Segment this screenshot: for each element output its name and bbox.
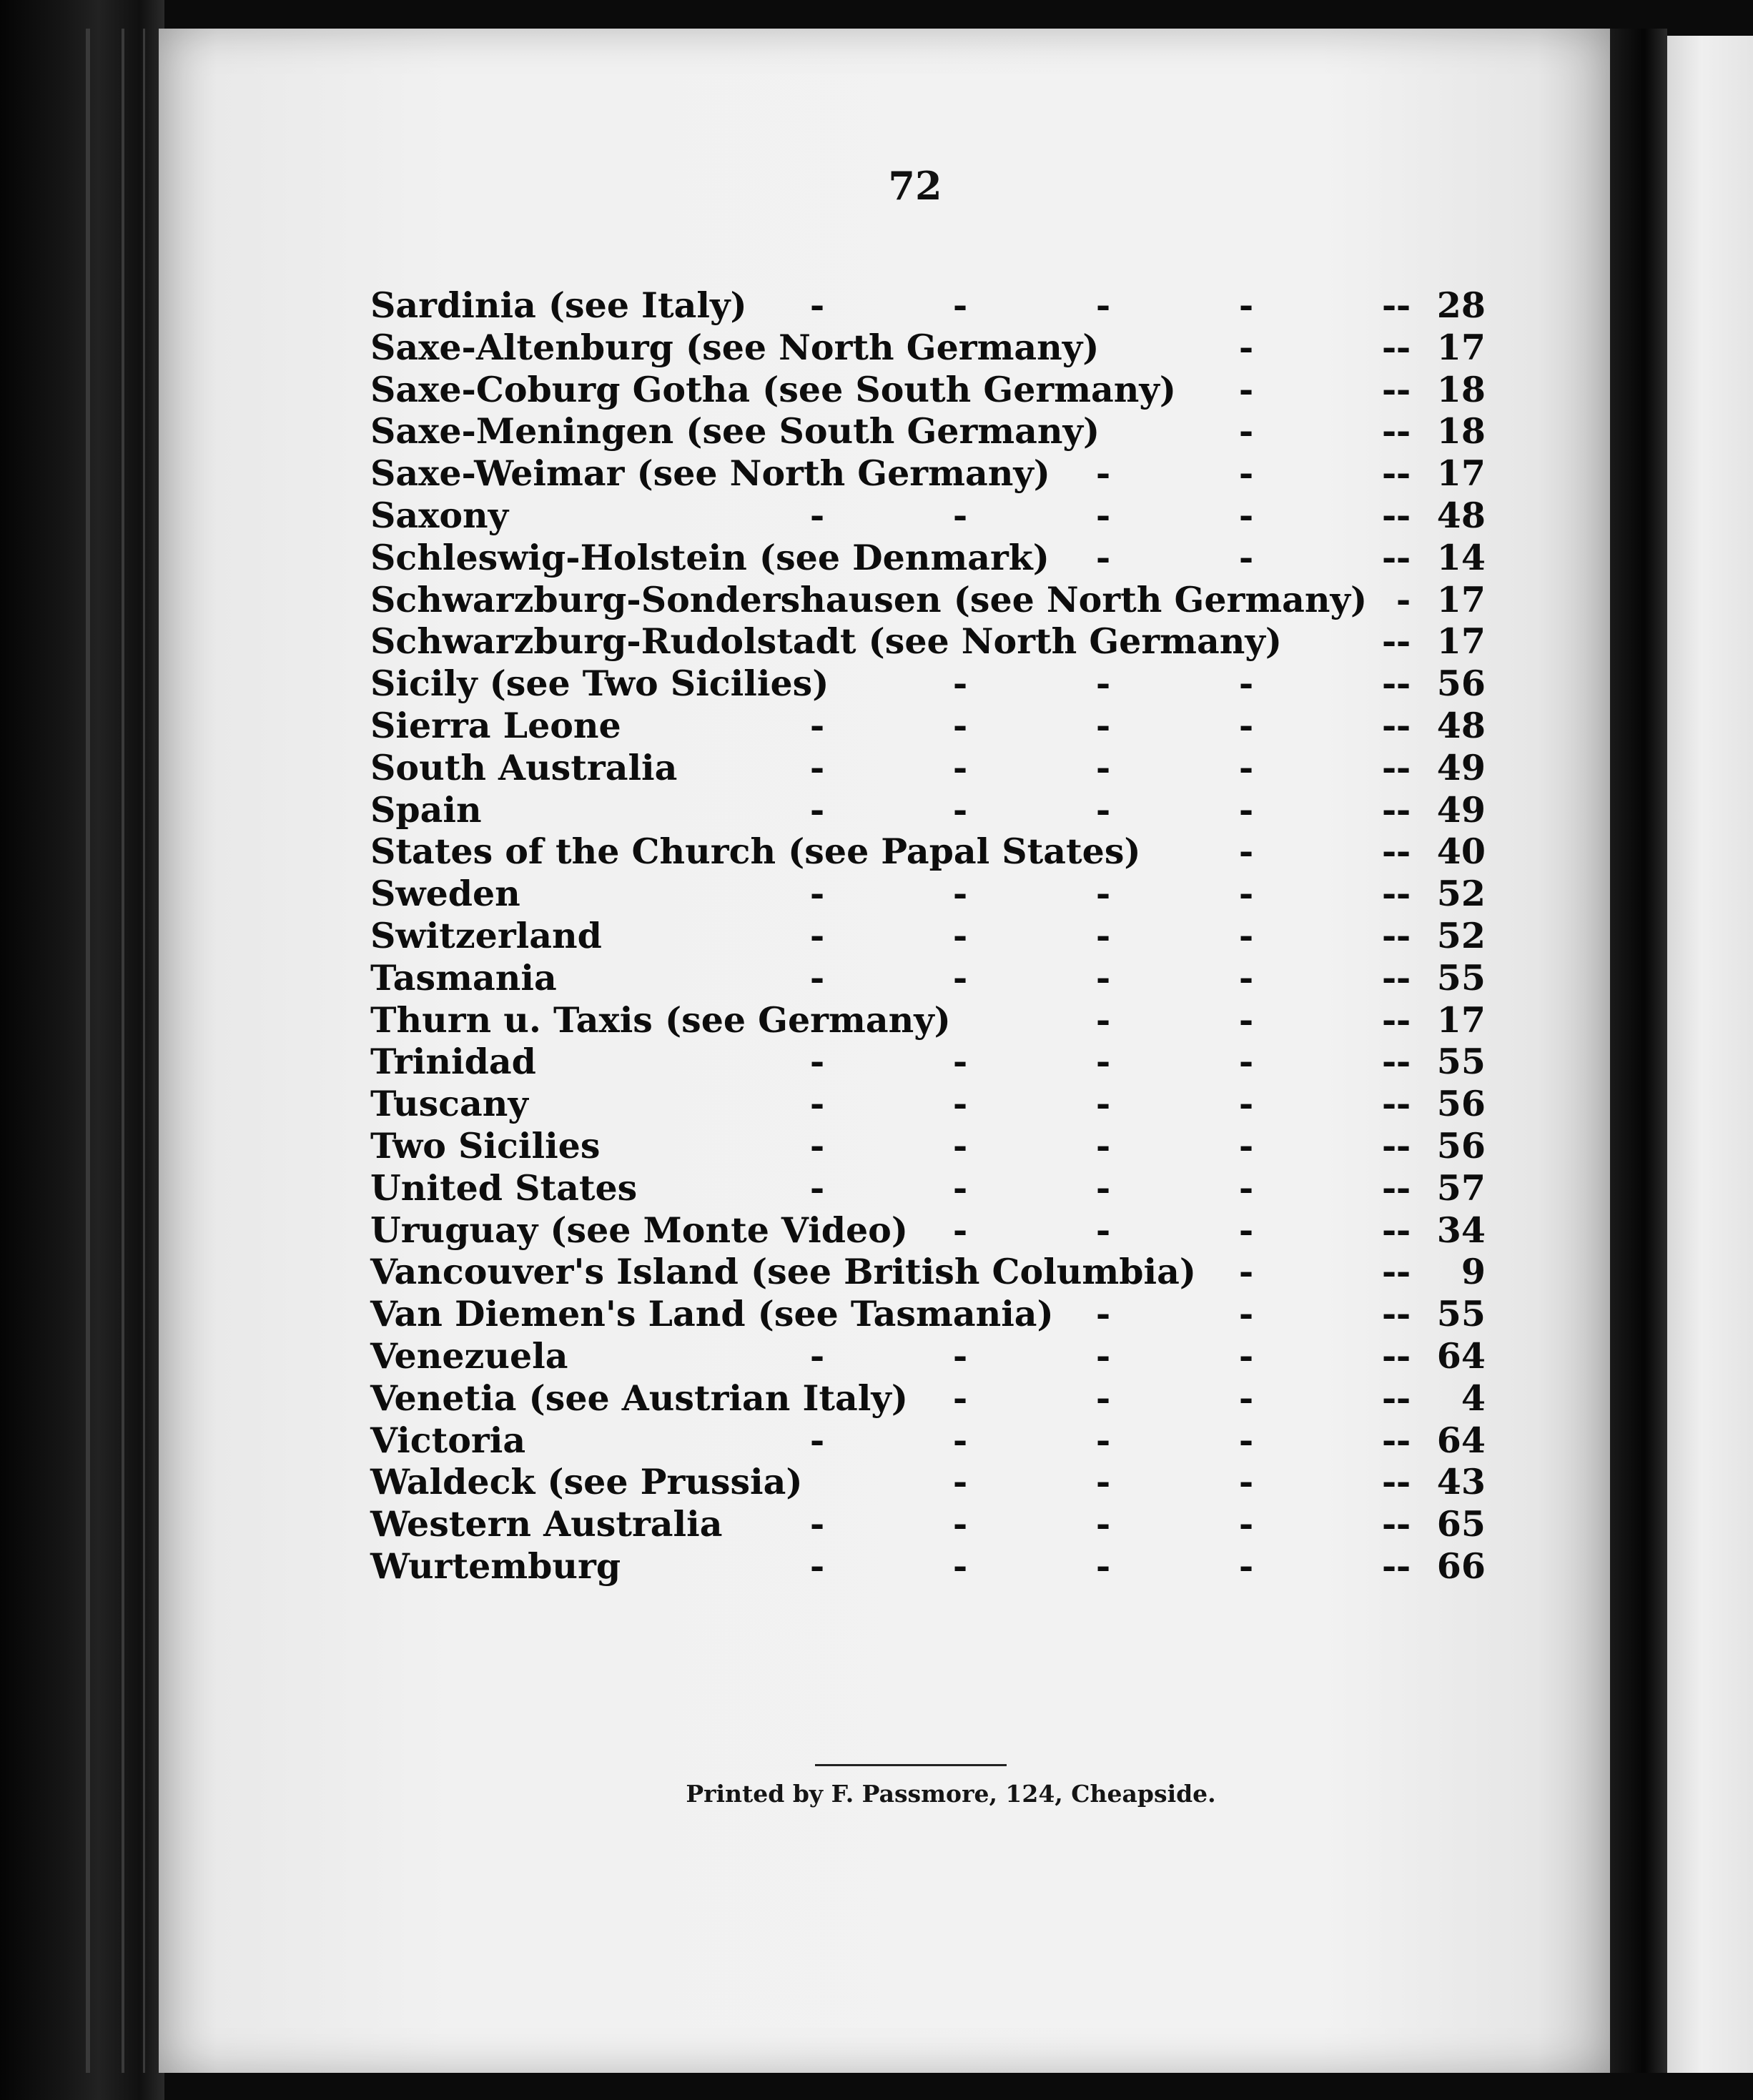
index-entry <box>370 747 1486 789</box>
leader-dash: - <box>1095 1124 1111 1167</box>
entry-name: Saxe-Weimar (see North Germany) <box>370 452 1050 495</box>
leader-dash: - <box>1095 1083 1111 1125</box>
leader-dash: - <box>1238 494 1254 536</box>
leader-dash: - <box>809 1041 825 1083</box>
entry-name: Sicily (see Two Sicilies) <box>370 663 829 705</box>
leader-dash: - <box>1095 956 1111 999</box>
leader-dash: - <box>1381 831 1397 873</box>
page-gutter-shadow <box>1610 29 1667 2073</box>
leader-dash: - <box>1095 1503 1111 1545</box>
leader-dash: - <box>1396 999 1411 1041</box>
index-entry <box>370 957 1486 999</box>
leader-dash: - <box>1381 1251 1397 1293</box>
leader-dash: - <box>1095 1041 1111 1083</box>
entry-page-number: 55 <box>1436 1293 1486 1335</box>
entry-page-number: 56 <box>1436 663 1486 705</box>
leader-dash: - <box>1396 1209 1411 1251</box>
leader-dash: - <box>1396 326 1411 368</box>
leader-dash: - <box>952 788 968 831</box>
leader-dash: - <box>1238 410 1254 452</box>
index-entry <box>370 1167 1486 1209</box>
leader-dash: - <box>1238 914 1254 956</box>
entry-name: Two Sicilies <box>370 1124 601 1167</box>
leader-dash: - <box>1396 1377 1411 1419</box>
leader-dash: - <box>1095 999 1111 1041</box>
leader-dash: - <box>1095 494 1111 536</box>
leader-dash: - <box>952 284 968 326</box>
page-number: 72 <box>888 163 942 209</box>
leader-dash: - <box>952 1334 968 1377</box>
entry-name: Sardinia (see Italy) <box>370 284 747 326</box>
leader-dash: - <box>1396 746 1411 788</box>
leader-dash: - <box>1238 1461 1254 1503</box>
entry-name: Sierra Leone <box>370 704 621 746</box>
entry-page-number: 17 <box>1436 452 1486 495</box>
printer-imprint: Printed by F. Passmore, 124, Cheapside. <box>686 1780 1216 1808</box>
entry-name: Saxe-Coburg Gotha (see South Germany) <box>370 368 1177 410</box>
leader-dash: - <box>1095 1377 1111 1419</box>
entry-name: Sweden <box>370 873 520 915</box>
entry-page-number: 48 <box>1436 704 1486 746</box>
leader-dash: - <box>952 494 968 536</box>
leader-dash: - <box>1095 452 1111 495</box>
leader-dash: - <box>1238 452 1254 495</box>
leader-dash: - <box>1381 1545 1397 1587</box>
leader-dash: - <box>1396 914 1411 956</box>
entry-name: Wurtemburg <box>370 1545 621 1587</box>
leader-dash: - <box>1381 620 1397 663</box>
leader-dash: - <box>1238 1167 1254 1209</box>
leader-dash: - <box>952 1209 968 1251</box>
leader-dash: - <box>1095 914 1111 956</box>
leader-dash: - <box>1238 788 1254 831</box>
leader-dash: - <box>1238 1041 1254 1083</box>
leader-dash: - <box>1238 704 1254 746</box>
leader-dash: - <box>1381 663 1397 705</box>
entry-page-number: 55 <box>1436 956 1486 999</box>
leader-dash: - <box>1095 873 1111 915</box>
leader-dash: - <box>1238 873 1254 915</box>
leader-dash: - <box>1396 368 1411 410</box>
entry-page-number: 18 <box>1436 410 1486 452</box>
index-entry <box>370 999 1486 1041</box>
entry-page-number: 64 <box>1436 1334 1486 1377</box>
leader-dash: - <box>809 1083 825 1125</box>
leader-dash: - <box>952 1419 968 1461</box>
entry-page-number: 17 <box>1436 999 1486 1041</box>
index-entry <box>370 705 1486 747</box>
entry-page-number: 4 <box>1461 1377 1486 1419</box>
leader-dash: - <box>952 956 968 999</box>
leader-dash: - <box>1396 452 1411 495</box>
leader-dash: - <box>1381 1083 1397 1125</box>
leader-dash: - <box>1238 536 1254 578</box>
leader-dash: - <box>952 704 968 746</box>
entry-page-number: 28 <box>1436 284 1486 326</box>
leader-dash: - <box>1381 1293 1397 1335</box>
entry-name: Vancouver's Island (see British Columbia) <box>370 1251 1197 1293</box>
leader-dash: - <box>952 1083 968 1125</box>
entry-name: Uruguay (see Monte Video) <box>370 1209 909 1251</box>
leader-dash: - <box>952 914 968 956</box>
leader-dash: - <box>809 956 825 999</box>
leader-dash: - <box>1095 663 1111 705</box>
leader-dash: - <box>1396 536 1411 578</box>
leader-dash: - <box>1396 410 1411 452</box>
index-entry <box>370 1335 1486 1377</box>
leader-dash: - <box>1095 788 1111 831</box>
leader-dash: - <box>1381 746 1397 788</box>
index-entry <box>370 1503 1486 1545</box>
leader-dash: - <box>952 1041 968 1083</box>
leader-dash: - <box>1396 956 1411 999</box>
leader-dash: - <box>1381 1503 1397 1545</box>
leader-dash: - <box>1238 1083 1254 1125</box>
entry-name: Schwarzburg-Sondershausen (see North Germany) <box>370 578 1368 620</box>
facing-page-edge <box>1667 36 1753 2073</box>
leader-dash: - <box>1381 999 1397 1041</box>
leader-dash: - <box>1396 1251 1411 1293</box>
index-entry <box>370 620 1486 663</box>
entry-name: Tuscany <box>370 1083 528 1125</box>
index-entry <box>370 369 1486 411</box>
entry-page-number: 17 <box>1436 620 1486 663</box>
leader-dash: - <box>952 746 968 788</box>
leader-dash: - <box>952 1461 968 1503</box>
entry-name: Switzerland <box>370 914 602 956</box>
leader-dash: - <box>809 788 825 831</box>
entry-name: States of the Church (see Papal States) <box>370 831 1141 873</box>
index-entry <box>370 1545 1486 1588</box>
leader-dash: - <box>1381 326 1397 368</box>
leader-dash: - <box>1396 1503 1411 1545</box>
index-entry <box>370 452 1486 495</box>
leader-dash: - <box>1396 1419 1411 1461</box>
entry-name: Tasmania <box>370 956 557 999</box>
entry-page-number: 64 <box>1436 1419 1486 1461</box>
index-entry <box>370 915 1486 957</box>
book-binding <box>0 0 164 2100</box>
index-entry <box>370 1209 1486 1252</box>
leader-dash: - <box>1238 746 1254 788</box>
leader-dash: - <box>1238 1251 1254 1293</box>
leader-dash: - <box>1396 1334 1411 1377</box>
leader-dash: - <box>1396 788 1411 831</box>
entry-name: South Australia <box>370 746 678 788</box>
leader-dash: - <box>1095 1461 1111 1503</box>
leader-dash: - <box>1381 704 1397 746</box>
leader-dash: - <box>1396 704 1411 746</box>
leader-dash: - <box>1095 284 1111 326</box>
leader-dash: - <box>1396 1545 1411 1587</box>
leader-dash: - <box>1238 1124 1254 1167</box>
entry-page-number: 18 <box>1436 368 1486 410</box>
leader-dash: - <box>1396 1461 1411 1503</box>
leader-dash: - <box>1095 1209 1111 1251</box>
leader-dash: - <box>1381 1041 1397 1083</box>
leader-dash: - <box>1381 1209 1397 1251</box>
entry-page-number: 17 <box>1436 326 1486 368</box>
entry-page-number: 34 <box>1436 1209 1486 1251</box>
leader-dash: - <box>1381 410 1397 452</box>
index-entry <box>370 1083 1486 1125</box>
entry-name: Venezuela <box>370 1334 568 1377</box>
entry-name: Venetia (see Austrian Italy) <box>370 1377 909 1419</box>
leader-dash: - <box>1238 663 1254 705</box>
leader-dash: - <box>1381 873 1397 915</box>
leader-dash: - <box>809 284 825 326</box>
leader-dash: - <box>1238 1545 1254 1587</box>
leader-dash: - <box>1381 284 1397 326</box>
leader-dash: - <box>1238 1293 1254 1335</box>
entry-name: Trinidad <box>370 1041 536 1083</box>
footer-rule <box>815 1764 1007 1766</box>
entry-name: Saxe-Altenburg (see North Germany) <box>370 326 1100 368</box>
entry-page-number: 56 <box>1436 1083 1486 1125</box>
index-entry <box>370 537 1486 579</box>
entry-page-number: 17 <box>1436 578 1486 620</box>
leader-dash: - <box>1381 368 1397 410</box>
entry-page-number: 49 <box>1436 788 1486 831</box>
leader-dash: - <box>1396 831 1411 873</box>
leader-dash: - <box>809 1503 825 1545</box>
entry-name: Van Diemen's Land (see Tasmania) <box>370 1293 1054 1335</box>
leader-dash: - <box>1238 1419 1254 1461</box>
index-entry <box>370 410 1486 452</box>
index-entry <box>370 1125 1486 1167</box>
leader-dash: - <box>1381 1461 1397 1503</box>
leader-dash: - <box>952 1167 968 1209</box>
leader-dash: - <box>1381 452 1397 495</box>
leader-dash: - <box>1396 578 1411 620</box>
index-entry <box>370 327 1486 369</box>
entry-name: Thurn u. Taxis (see Germany) <box>370 999 951 1041</box>
leader-dash: - <box>1095 1293 1111 1335</box>
leader-dash: - <box>1396 1293 1411 1335</box>
leader-dash: - <box>1381 1377 1397 1419</box>
leader-dash: - <box>1381 494 1397 536</box>
leader-dash: - <box>809 494 825 536</box>
leader-dash: - <box>809 1545 825 1587</box>
leader-dash: - <box>1396 1167 1411 1209</box>
leader-dash: - <box>1396 620 1411 663</box>
leader-dash: - <box>1095 1334 1111 1377</box>
index-entry <box>370 1041 1486 1083</box>
binding-edge-line <box>143 29 145 2073</box>
index-entry <box>370 1293 1486 1335</box>
leader-dash: - <box>1396 494 1411 536</box>
leader-dash: - <box>1381 1419 1397 1461</box>
leader-dash: - <box>809 873 825 915</box>
entry-name: Schleswig-Holstein (see Denmark) <box>370 536 1050 578</box>
leader-dash: - <box>1095 1545 1111 1587</box>
leader-dash: - <box>1381 1167 1397 1209</box>
leader-dash: - <box>952 873 968 915</box>
leader-dash: - <box>1396 284 1411 326</box>
leader-dash: - <box>1381 914 1397 956</box>
leader-dash: - <box>1396 1124 1411 1167</box>
leader-dash: - <box>809 914 825 956</box>
entry-page-number: 55 <box>1436 1041 1486 1083</box>
entry-name: Spain <box>370 788 482 831</box>
entry-page-number: 43 <box>1436 1461 1486 1503</box>
entry-name: Saxe-Meningen (see South Germany) <box>370 410 1100 452</box>
leader-dash: - <box>1238 1377 1254 1419</box>
leader-dash: - <box>809 746 825 788</box>
index-entry <box>370 1420 1486 1462</box>
leader-dash: - <box>1396 1083 1411 1125</box>
entry-name: Western Australia <box>370 1503 723 1545</box>
leader-dash: - <box>1095 746 1111 788</box>
entry-page-number: 48 <box>1436 494 1486 536</box>
entry-page-number: 66 <box>1436 1545 1486 1587</box>
leader-dash: - <box>952 663 968 705</box>
entry-page-number: 57 <box>1436 1167 1486 1209</box>
leader-dash: - <box>1238 284 1254 326</box>
entry-page-number: 49 <box>1436 746 1486 788</box>
entry-name: Victoria <box>370 1419 526 1461</box>
leader-dash: - <box>1381 956 1397 999</box>
leader-dash: - <box>809 1334 825 1377</box>
entry-name: United States <box>370 1167 638 1209</box>
entry-name: Saxony <box>370 494 509 536</box>
index-list <box>370 284 1486 1588</box>
leader-dash: - <box>1396 873 1411 915</box>
entry-name: Waldeck (see Prussia) <box>370 1461 803 1503</box>
leader-dash: - <box>1238 1334 1254 1377</box>
index-entry <box>370 1251 1486 1293</box>
leader-dash: - <box>1381 1334 1397 1377</box>
entry-page-number: 9 <box>1461 1251 1486 1293</box>
leader-dash: - <box>1095 1167 1111 1209</box>
index-entry <box>370 284 1486 327</box>
leader-dash: - <box>809 1124 825 1167</box>
leader-dash: - <box>809 704 825 746</box>
binding-edge-line <box>122 29 124 2073</box>
leader-dash: - <box>1238 831 1254 873</box>
leader-dash: - <box>1381 788 1397 831</box>
leader-dash: - <box>809 1419 825 1461</box>
entry-page-number: 14 <box>1436 536 1486 578</box>
index-entry <box>370 789 1486 831</box>
leader-dash: - <box>1238 999 1254 1041</box>
entry-page-number: 65 <box>1436 1503 1486 1545</box>
leader-dash: - <box>1238 1209 1254 1251</box>
index-entry <box>370 579 1486 621</box>
index-entry <box>370 495 1486 537</box>
leader-dash: - <box>1381 1124 1397 1167</box>
index-entry <box>370 663 1486 705</box>
entry-page-number: 56 <box>1436 1124 1486 1167</box>
leader-dash: - <box>1396 1041 1411 1083</box>
entry-page-number: 52 <box>1436 873 1486 915</box>
binding-edge-line <box>86 29 90 2073</box>
leader-dash: - <box>809 1167 825 1209</box>
index-entry <box>370 1377 1486 1420</box>
leader-dash: - <box>1381 536 1397 578</box>
leader-dash: - <box>1095 536 1111 578</box>
entry-page-number: 40 <box>1436 831 1486 873</box>
index-entry <box>370 873 1486 915</box>
leader-dash: - <box>1238 368 1254 410</box>
leader-dash: - <box>1238 326 1254 368</box>
leader-dash: - <box>952 1124 968 1167</box>
leader-dash: - <box>952 1377 968 1419</box>
leader-dash: - <box>1396 663 1411 705</box>
entry-name: Schwarzburg-Rudolstadt (see North Germany) <box>370 620 1283 663</box>
leader-dash: - <box>1238 956 1254 999</box>
index-entry <box>370 831 1486 873</box>
leader-dash: - <box>1095 704 1111 746</box>
leader-dash: - <box>952 1545 968 1587</box>
index-entry <box>370 1461 1486 1503</box>
leader-dash: - <box>1238 1503 1254 1545</box>
leader-dash: - <box>952 1503 968 1545</box>
leader-dash: - <box>1095 1419 1111 1461</box>
entry-page-number: 52 <box>1436 914 1486 956</box>
